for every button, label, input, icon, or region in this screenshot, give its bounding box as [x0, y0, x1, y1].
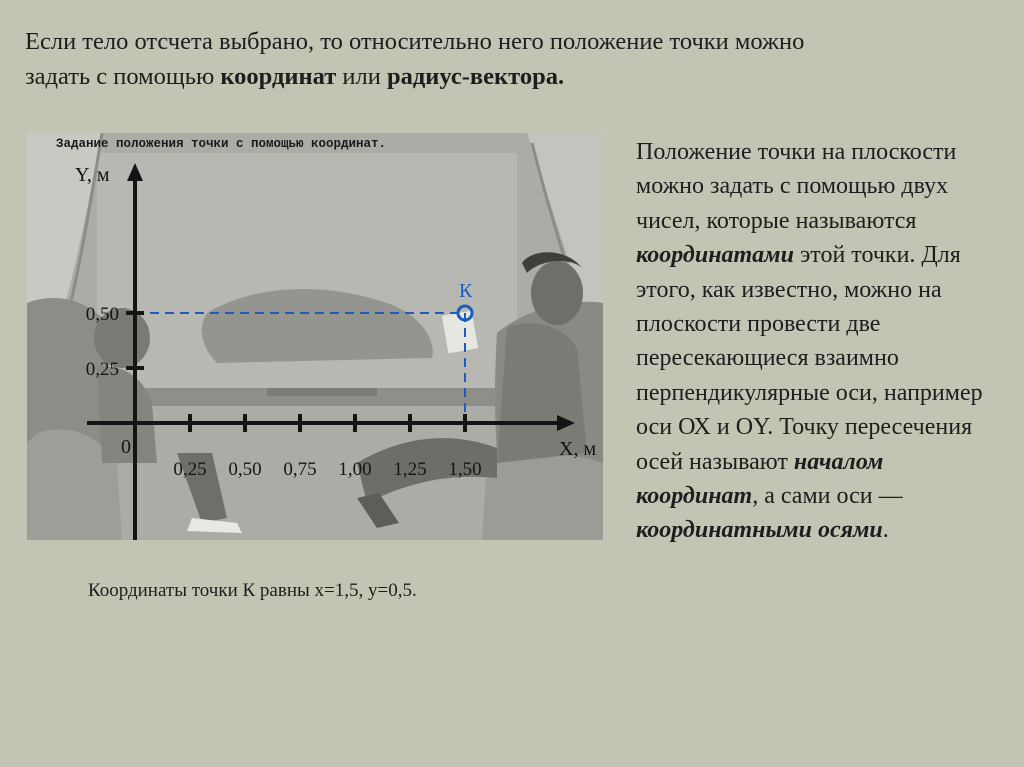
- y-tick-label: 0,50: [85, 304, 119, 325]
- side-term-origin: началом координат: [636, 448, 884, 510]
- intro-text: [25, 24, 865, 94]
- intro-part2: или: [336, 63, 387, 90]
- x-axis-label: X, м: [559, 438, 597, 460]
- x-tick-label: 1,00: [338, 459, 372, 480]
- side-part4: .: [882, 517, 889, 544]
- side-part2: этой точки. Для этого, как известно, можно на плоскости провести две пересекающиеся взаимно перпендикулярные оси, например оси ОХ и ОY. Точку пересечения осей называют: [636, 242, 983, 475]
- x-axis-arrow: [557, 415, 575, 431]
- coordinate-figure: [27, 133, 603, 540]
- point-k-label: К: [459, 280, 473, 302]
- y-axis-arrow: [127, 163, 143, 181]
- y-tick-label: 0,25: [85, 359, 119, 380]
- side-part1: Положение точки на плоскости можно задать с помощью двух чисел, которые называются: [636, 139, 957, 234]
- point-coordinates-caption: Координаты точки К равны х=1,5, у=0,5.: [88, 580, 417, 601]
- x-tick-label: 0,50: [228, 459, 262, 480]
- intro-bold-coordinates: координат: [220, 63, 337, 90]
- figure-title: Задание положения точки с помощью координат.: [56, 137, 387, 151]
- x-tick-label: 0,25: [173, 459, 207, 480]
- explanation-text: [636, 135, 1011, 548]
- intro-part1: Если тело отсчета выбрано, то относительно него положение точки можно задать с помощью: [25, 28, 805, 90]
- y-axis-label: Y, м: [75, 164, 110, 186]
- coordinate-axes: [27, 133, 603, 540]
- side-term-axes: координатными осями: [636, 517, 883, 544]
- origin-label: 0: [121, 436, 131, 458]
- x-tick-label: 0,75: [283, 459, 317, 480]
- side-part3: , а сами оси —: [752, 483, 903, 510]
- side-term-coordinates: координатами: [636, 242, 794, 269]
- x-tick-label: 1,25: [393, 459, 427, 480]
- x-tick-label: 1,50: [448, 459, 482, 480]
- intro-bold-radius-vector: радиус-вектора.: [386, 63, 565, 90]
